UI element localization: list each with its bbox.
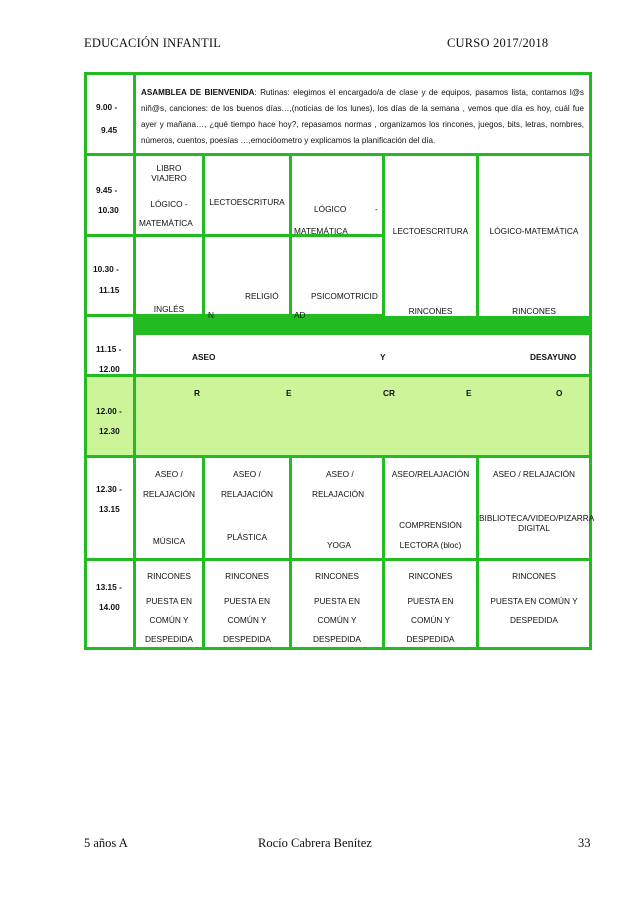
label: RELAJACIÓN (142, 489, 196, 499)
asamblea-cell (136, 75, 589, 153)
asamblea-title: ASAMBLEA DE BIENVENIDA (141, 88, 255, 97)
page-number: 33 (578, 836, 591, 850)
time-start: 10.30 - (93, 264, 119, 274)
label: DESPEDIDA (145, 634, 193, 644)
label: PSICOMOTRICID (311, 291, 378, 301)
asamblea-body: : Rutinas: elegimos el encargado/a de clase y de equipos, pasamos lista, contamos l@s niñ@s, canciones: de los buenos días…,(noticias de los lunes), los días de la semana , vemos que día es hoy, cuál fue ayer y mañana…, ¿qué tiempo hace hoy?, repasamos normas , organizamos los rincones, juegos, bits, letras, nombres, números, cuentos, poesías …,emocióometro y explicamos la planificación del día. (141, 88, 584, 145)
asamblea-text (141, 85, 584, 149)
cell-fri-7 (479, 561, 589, 647)
label: RINCONES (225, 571, 269, 581)
header-left: EDUCACIÓN INFANTIL (84, 36, 222, 50)
label: - (375, 204, 378, 214)
label: RINCONES (512, 571, 556, 581)
cell-mon-2 (136, 156, 202, 234)
time-end: 12.30 (99, 426, 120, 436)
cell-wed-6 (292, 458, 382, 558)
time-start: 9.45 - (96, 185, 118, 195)
header-right: CURSO 2017/2018 (447, 36, 549, 50)
time-start: 9.00 - (96, 102, 118, 112)
label: LECTOESCRITURA (392, 226, 469, 236)
time-cell-3 (87, 237, 133, 314)
time-cell-1 (87, 75, 133, 153)
label: LECTOESCRITURA (209, 197, 285, 207)
cell-wed-3 (292, 237, 382, 320)
label: RINCONES (512, 306, 556, 316)
time-cell-2 (87, 156, 133, 234)
time-end: 9.45 (101, 125, 118, 135)
label: RINCONES (315, 571, 359, 581)
cell-mon-7 (136, 561, 202, 647)
label: YOGA (327, 540, 351, 550)
recreo-letter: R (194, 388, 200, 398)
label: ASEO / (233, 469, 261, 479)
label: DESPEDIDA (223, 634, 271, 644)
time-end: 14.00 (99, 602, 120, 612)
label: MÚSICA (152, 536, 186, 546)
recreo-letter: E (286, 388, 292, 398)
label: COMÚN Y (317, 615, 357, 625)
time-start: 13.15 - (96, 582, 122, 592)
label: DESAYUNO (530, 352, 577, 362)
label: AD (294, 310, 306, 320)
cell-tue-2 (205, 156, 289, 234)
cell-mon-6 (136, 458, 202, 558)
time-start: 11.15 - (96, 344, 122, 354)
cell-wed-2 (292, 156, 382, 234)
footer-center: Rocío Cabrera Benítez (258, 836, 372, 850)
recreo-letter: E (466, 388, 472, 398)
time-start: 12.30 - (96, 484, 122, 494)
cell-thu-6 (385, 458, 476, 558)
label: MATEMÁTICA (294, 226, 348, 236)
cell-tue-3 (205, 237, 289, 320)
cell-desayuno (136, 335, 589, 374)
time-end: 10.30 (98, 205, 119, 215)
label: LÓGICO - (150, 199, 188, 209)
label: PUESTA EN (146, 596, 192, 606)
time-cell-4 (87, 317, 133, 374)
label: DESPEDIDA (510, 615, 558, 625)
label: ASEO / (155, 469, 183, 479)
time-end: 12.00 (99, 364, 120, 374)
cell-mon-3 (136, 237, 202, 314)
cell-thu-23 (385, 156, 476, 316)
recreo-letter: CR (383, 388, 395, 398)
recreo-letter: O (556, 388, 563, 398)
label: MATEMÁTICA (139, 218, 193, 228)
label: LÓGICO (314, 204, 347, 214)
label: VIAJERO (151, 173, 187, 183)
label: RINCONES (147, 571, 191, 581)
label: LECTORA (bloc) (399, 540, 462, 550)
label: PUESTA EN (407, 596, 454, 606)
label: RINCONES (408, 306, 453, 316)
label: LIBRO (156, 163, 182, 173)
label: PUESTA EN COMÚN Y (490, 596, 578, 606)
label: ASEO / RELAJACIÓN (492, 469, 576, 479)
label: DIGITAL (518, 523, 550, 533)
cell-thu-7 (385, 561, 476, 647)
label: ASEO/RELAJACIÓN (391, 469, 470, 479)
label: DESPEDIDA (313, 634, 361, 644)
label: RELAJACIÓN (220, 489, 274, 499)
label: Y (380, 352, 386, 362)
time-cell-5 (87, 377, 133, 455)
label: ASEO / (326, 469, 354, 479)
label: RELAJACIÓN (312, 489, 365, 499)
label: LÓGICO-MATEMÁTICA (489, 226, 579, 236)
label: RELIGIÓ (245, 291, 279, 301)
label: COMÚN Y (410, 615, 451, 625)
label: N (208, 310, 214, 320)
label: COMPRENSIÓN (399, 520, 462, 530)
time-start: 12.00 - (96, 406, 122, 416)
label: DESPEDIDA (406, 634, 455, 644)
time-cell-7 (87, 561, 133, 647)
label: PLÁSTICA (226, 532, 268, 542)
label: INGLÉS (153, 304, 185, 314)
label: RINCONES (408, 571, 453, 581)
cell-recreo (136, 377, 589, 455)
cell-tue-6 (205, 458, 289, 558)
cell-fri-23 (479, 156, 589, 316)
label: COMÚN Y (227, 615, 267, 625)
cell-tue-7 (205, 561, 289, 647)
cell-wed-7 (292, 561, 382, 647)
label: PUESTA EN (314, 596, 360, 606)
label: PUESTA EN (224, 596, 270, 606)
cell-fri-6 (479, 458, 595, 558)
time-cell-6 (87, 458, 133, 558)
schedule-table (84, 72, 595, 650)
time-end: 11.15 (99, 285, 120, 295)
label: COMÚN Y (149, 615, 189, 625)
label: BIBLIOTECA/VIDEO/PIZARRA (479, 513, 595, 523)
time-end: 13.15 (99, 504, 120, 514)
footer-left: 5 años A (84, 836, 128, 850)
label: ASEO (192, 352, 216, 362)
